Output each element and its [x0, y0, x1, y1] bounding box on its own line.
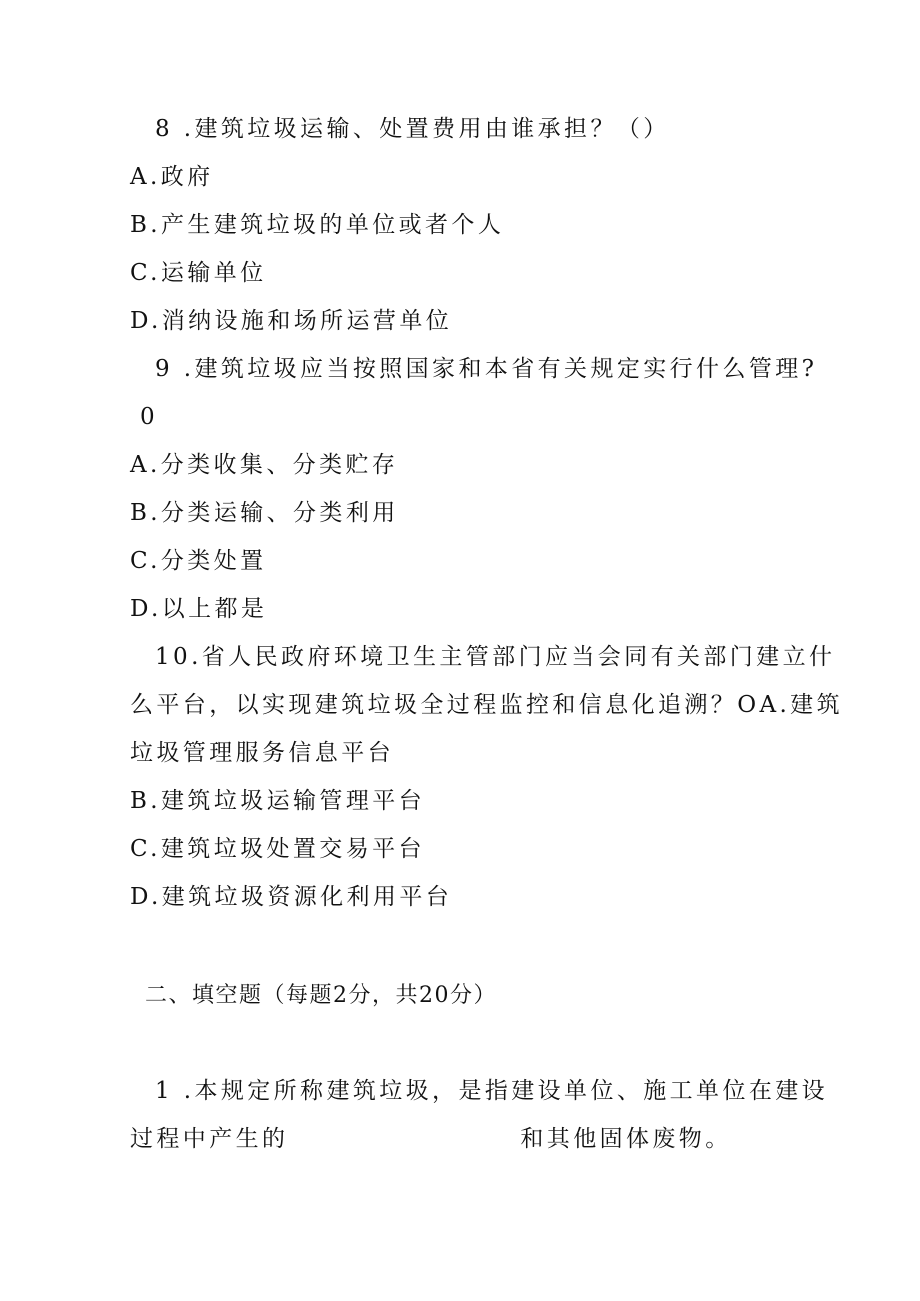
q9-option-a: A.分类收集、分类贮存	[130, 452, 399, 478]
question-8: 8 .建筑垃圾运输、处置费用由谁承担？（）	[155, 116, 670, 142]
q8-option-d: D.消纳设施和场所运营单位	[130, 308, 453, 334]
fill-question-1-prefix: 过程中产生的	[130, 1126, 289, 1152]
q9-option-d: D.以上都是	[130, 596, 268, 622]
q9-option-c: C.分类处置	[130, 548, 267, 574]
question-10: 10.省人民政府环境卫生主管部门应当会同有关部门建立什	[155, 644, 836, 670]
fill-question-1-line-2	[130, 1124, 732, 1154]
answer-blank[interactable]	[288, 1145, 520, 1146]
q9-option-b: B.分类运输、分类利用	[130, 500, 399, 526]
q8-option-c: C.运输单位	[130, 260, 267, 286]
q10-option-d: D.建筑垃圾资源化利用平台	[130, 884, 453, 910]
fill-question-1-suffix: 和其他固体废物。	[520, 1126, 732, 1152]
fill-question-1: 1 .本规定所称建筑垃圾，是指建设单位、施工单位在建设	[155, 1078, 829, 1104]
question-10-line-3: 垃圾管理服务信息平台	[130, 740, 394, 766]
question-9-continued: 0	[140, 404, 159, 430]
section-heading-fill-in: 二、填空题（每题2分，共20分）	[145, 983, 497, 1008]
question-9: 9 .建筑垃圾应当按照国家和本省有关规定实行什么管理?	[155, 356, 818, 382]
question-10-line-2: 么平台，以实现建筑垃圾全过程监控和信息化追溯？OA.建筑	[130, 692, 843, 718]
q10-option-c: C.建筑垃圾处置交易平台	[130, 836, 425, 862]
q8-option-b: B.产生建筑垃圾的单位或者个人	[130, 212, 505, 238]
q8-option-a: A.政府	[130, 164, 214, 190]
q10-option-b: B.建筑垃圾运输管理平台	[130, 788, 426, 814]
